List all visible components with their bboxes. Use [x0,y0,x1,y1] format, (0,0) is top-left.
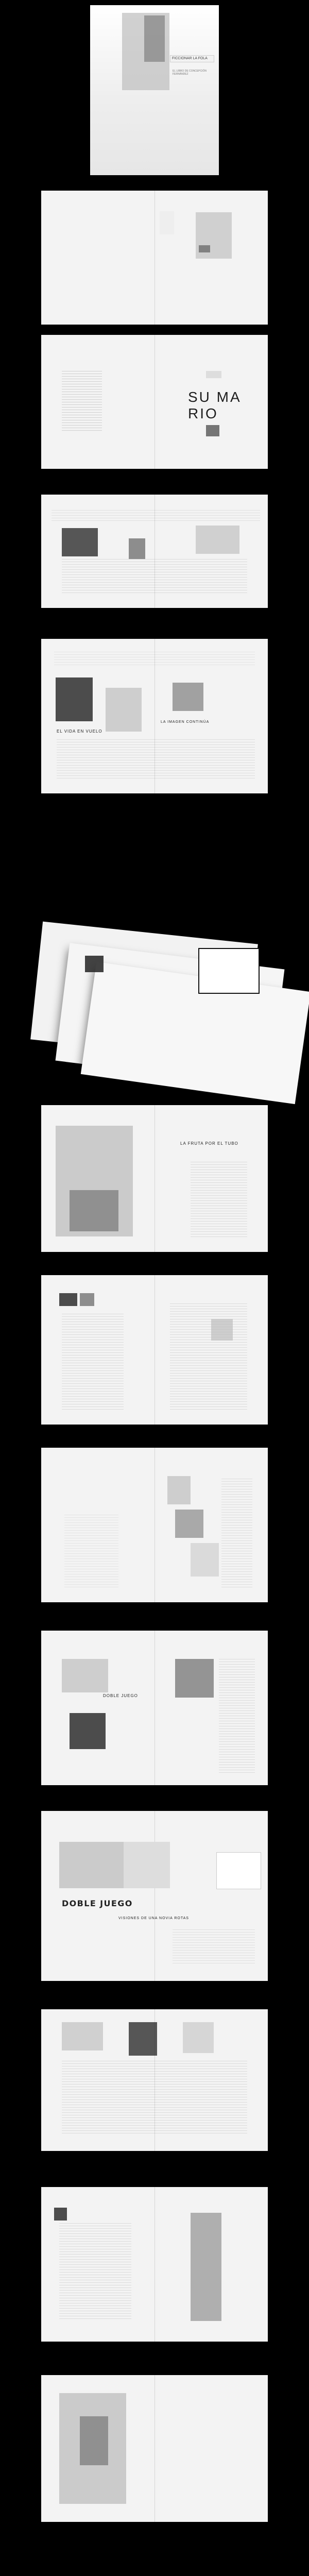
spread-image [191,2213,221,2321]
spread-image [124,1842,170,1888]
spread-text-block [160,211,174,234]
spread-image [56,677,93,721]
cover-subtitle: EL LIBRO DE CONCEPCIÓN FERNÁNDEZ [173,70,207,76]
spread-image [62,528,98,556]
magazine-spread-7 [41,1448,268,1602]
spread-image [173,683,203,711]
spread-image [175,1510,203,1538]
magazine-spread-10 [41,2009,268,2151]
magazine-cover [90,5,219,175]
spread-text-column [221,1479,252,1589]
spread-image [175,1659,214,1698]
magazine-spread-11 [41,2187,268,2342]
magazine-spread-3 [41,495,268,608]
spread-image [206,425,219,436]
spread-image [183,2022,214,2053]
magazine-spread-12 [41,2375,268,2522]
stack-image [85,956,104,972]
spread-image [106,688,142,732]
spread-text-column [59,2223,131,2321]
spread-image [62,1659,108,1692]
spread-image [70,1190,118,1231]
magazine-spread-6 [41,1275,268,1425]
spread-image [80,1293,94,1306]
magazine-spread-8 [41,1631,268,1785]
spread-image [199,245,210,252]
spread-heading-left: EL VIDA EN VUELO [57,729,102,734]
magazine-spread-2 [41,335,268,469]
spread-heading: LA FRUTA POR EL TUBO [180,1141,238,1146]
cover-abstract-shape [144,15,165,62]
spread-image [167,1476,191,1504]
spread-image [59,1293,77,1306]
spread-image [129,538,145,559]
spread-text-column [219,1659,255,1775]
magazine-stack [0,912,309,1087]
spread-text-columns [62,2061,247,2136]
magazine-spread-1 [41,191,268,325]
spread-image [211,1319,233,1341]
spread-image [206,371,221,378]
spread-big-heading: DOBLE JUEGO [62,1899,133,1908]
spread-text-columns [57,739,255,781]
spread-heading-right: LA IMAGEN CONTINÚA [161,720,210,724]
spread-text-column [191,1162,247,1239]
contents-title: SU MA RIO [188,389,241,421]
spread-image [129,2022,157,2056]
spread-image [196,526,239,554]
spread-header-row [54,652,255,666]
cover-title: FICCIONAR LA FOLA [170,55,214,62]
spread-image [70,1713,106,1749]
spread-text-column [170,1303,247,1412]
spread-image [191,1543,219,1577]
spread-text-columns [62,559,247,595]
spread-caption-box [216,1852,261,1889]
spread-image [62,2022,103,2050]
spread-text-column [62,1314,124,1412]
spread-text-column [64,1515,118,1589]
spread-text-columns [173,1929,255,1965]
magazine-spread-9 [41,1811,268,1981]
magazine-spread-5 [41,1105,268,1252]
spread-text-column [62,371,102,433]
spread-image [59,1842,124,1888]
stack-text-box [198,948,260,994]
spread-header-row [52,510,260,521]
spread-heading: DOBLE JUEGO [103,1693,138,1698]
spread-image [80,2416,108,2465]
magazine-spread-4 [41,639,268,793]
spread-subheading: VISIONES DE UNA NOVIA ROTAS [118,1917,189,1920]
spread-image [54,2208,67,2221]
